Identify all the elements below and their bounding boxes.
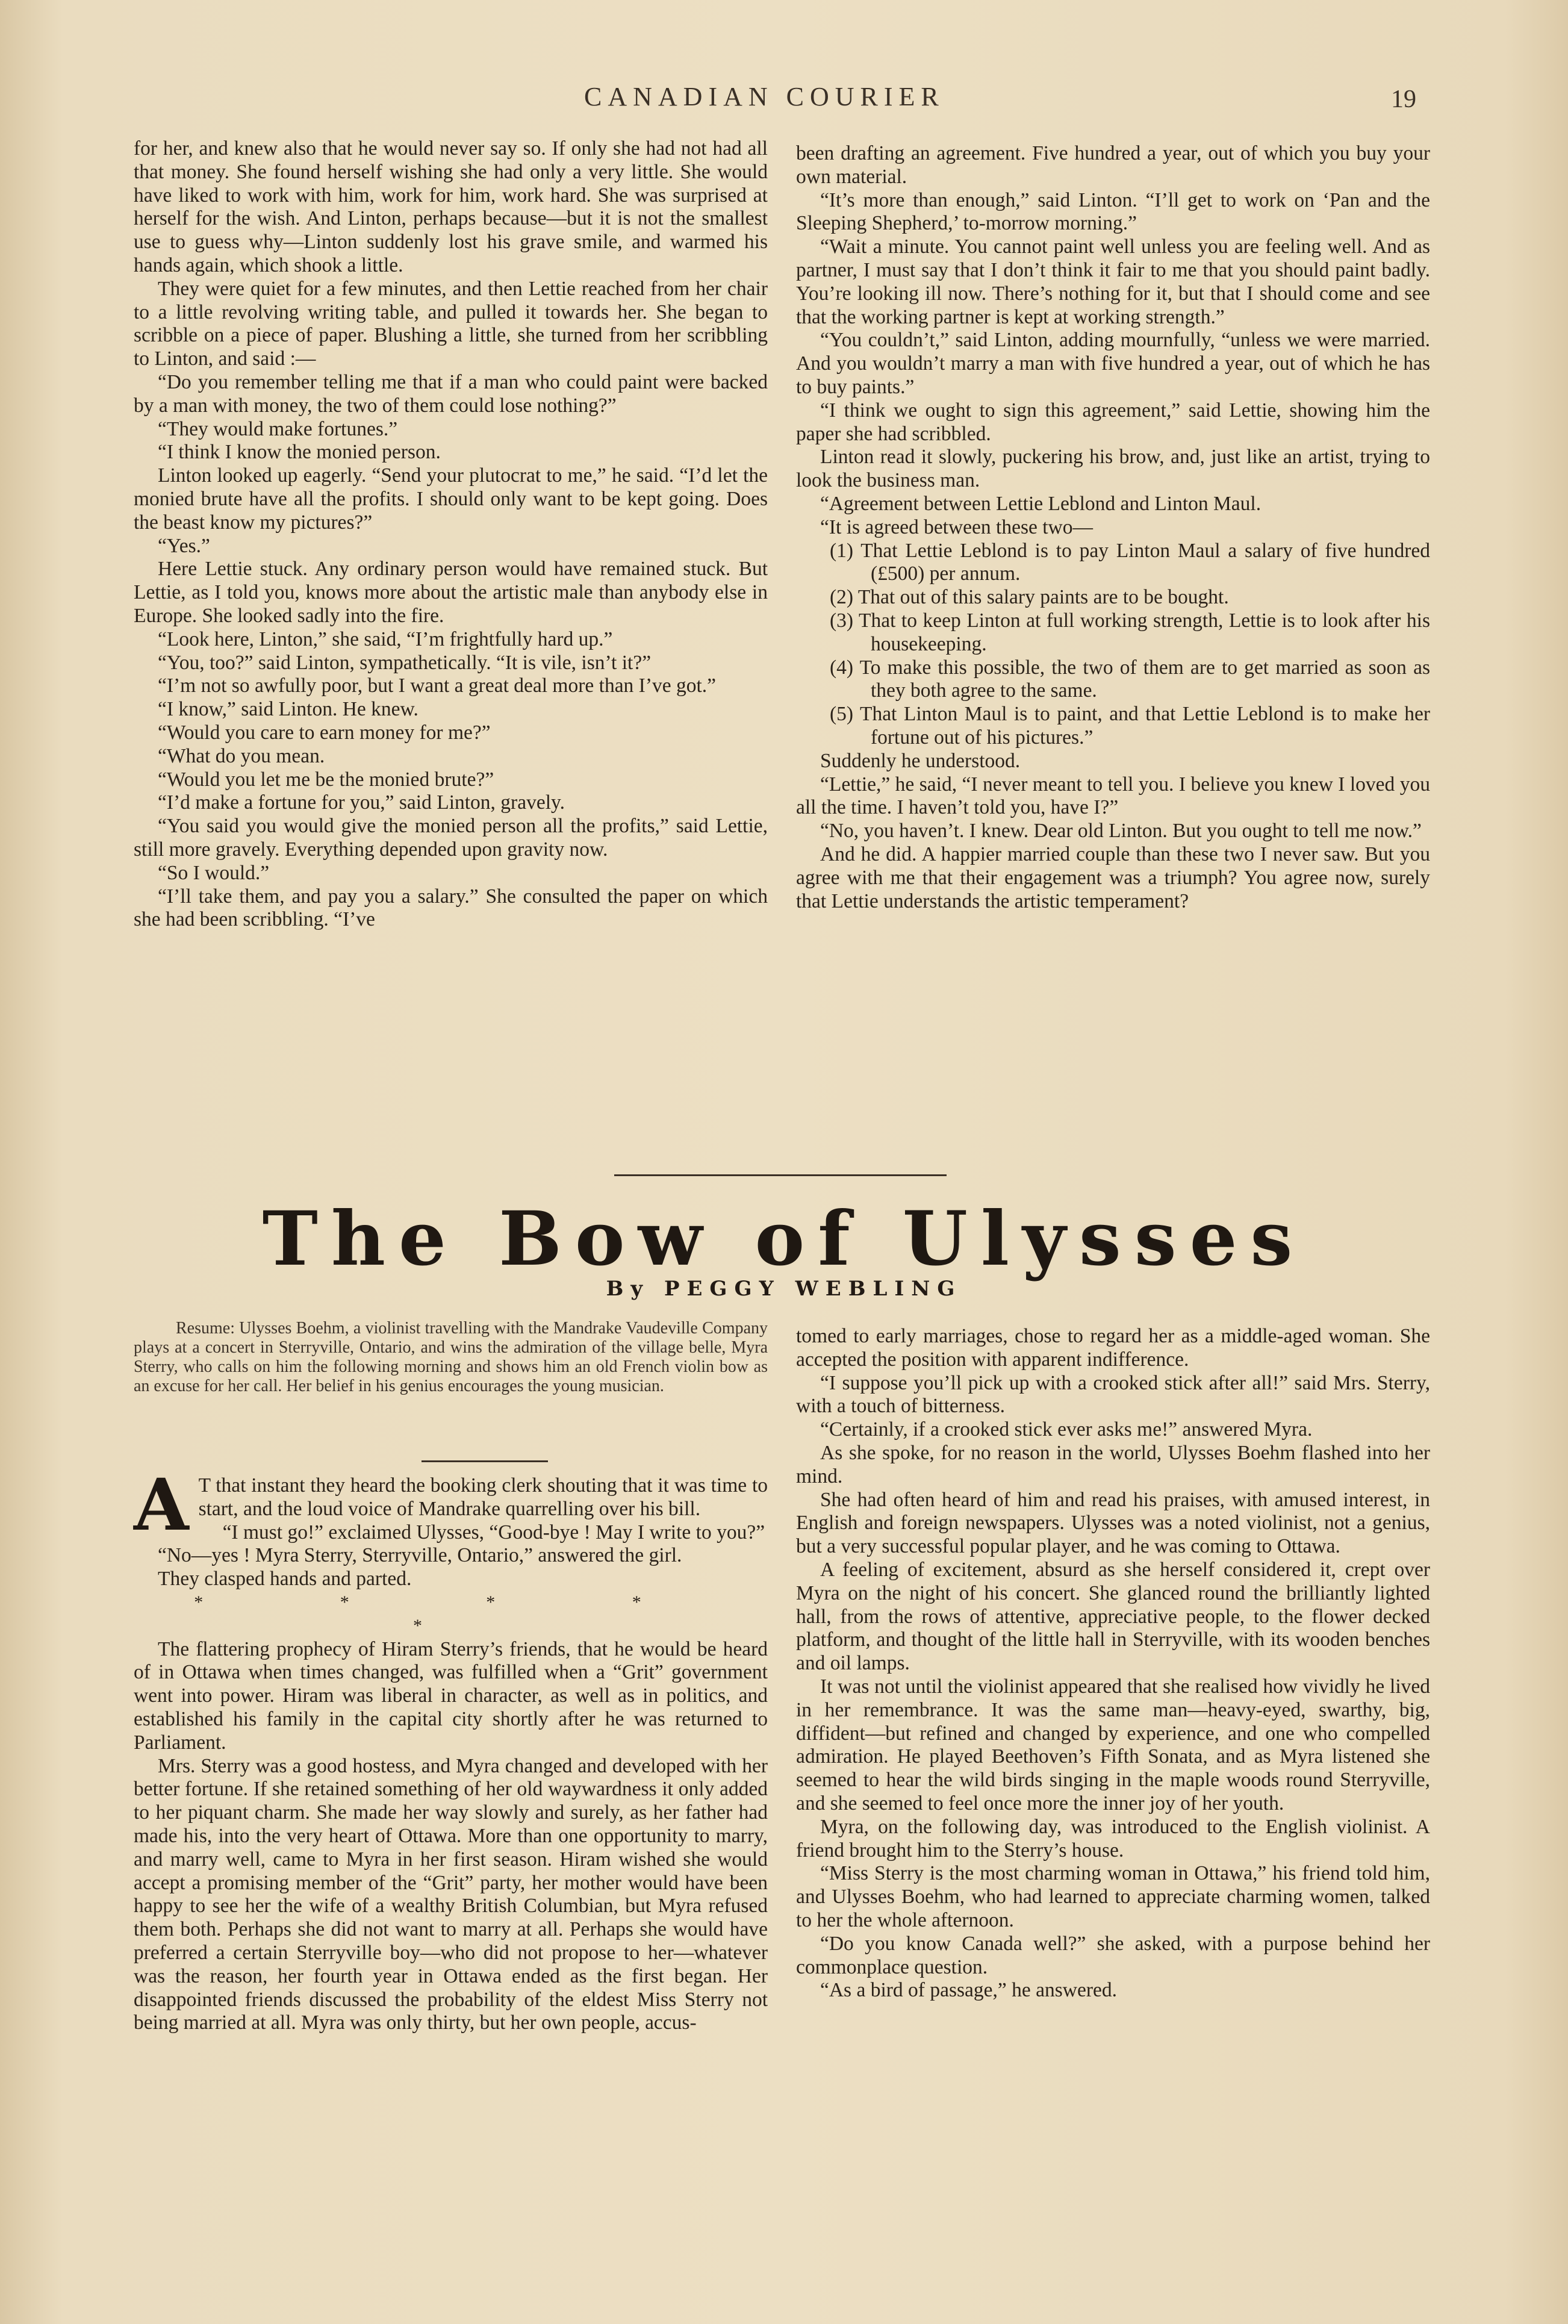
paragraph: Linton read it slowly, puckering his brow, and, just like an artist, trying to look the business man. (796, 446, 1430, 492)
bottom-left-column (134, 1463, 768, 2035)
paragraph: “You said you would give the monied person all the profits,” said Lettie, still more gravely. Everything depended upon gravity now. (134, 815, 768, 861)
section-divider (614, 1174, 947, 1176)
agreement-clause: (2) That out of this salary paints are to be bought. (830, 586, 1229, 609)
story-resume (134, 1319, 768, 1396)
paragraph: “I’m not so awfully poor, but I want a great deal more than I’ve got.” (158, 674, 717, 697)
story-byline: By PEGGY WEBLING (606, 1277, 962, 1301)
page-number: 19 (1391, 86, 1416, 113)
paragraph: She had often heard of him and read his praises, with amused interest, in English and foreign newspapers. Ulysses was a noted violinist, not a genius, but a very successful popular player, and he was coming to Ottawa. (796, 1488, 1430, 1558)
paragraph: “Would you care to earn money for me?” (158, 721, 491, 744)
paragraph: “No—yes ! Myra Sterry, Sterryville, Ontario,” answered the girl. (158, 1544, 682, 1567)
paragraph: They were quiet for a few minutes, and then Lettie reached from her chair to a little revolving writing table, and pulled it towards her. She began to scribble on a piece of paper. Blushing a little, she turned from her scribbling to Linton, and said :— (134, 277, 768, 370)
paragraph: “I’ll take them, and pay you a salary.” She consulted the paper on which she had been scribbling. “I’ve (134, 885, 768, 931)
paragraph: tomed to early marriages, chose to regard her as a middle-aged woman. She accepted the position with apparent indifference. (796, 1325, 1430, 1371)
paragraph: “Look here, Linton,” she said, “I’m frightfully hard up.” (158, 628, 613, 650)
paragraph: for her, and knew also that he would never say so. If only she had not had all that money. She found herself wishing she had only a very little. She would have liked to work with him, work for him, work hard. She was surprised at herself for the wish. And Linton, perhaps because—but it is not the smallest use to guess why—Linton suddenly lost his grave smile, and warmed his hands again, which shook a little. (134, 137, 768, 276)
paragraph: And he did. A happier married couple than these two I never saw. But you agree with me that their engagement was a triumph? You agree now, surely that Lettie understands the artistic temperament? (796, 843, 1430, 912)
paragraph: As she spoke, for no reason in the world, Ulysses Boehm flashed into her mind. (796, 1441, 1430, 1488)
paragraph: A feeling of excitement, absurd as she herself considered it, crept over Myra on the night of his concert. She glanced round the brilliantly lighted hall, from the rows of attentive, appreciative people, to the flower decked platform, and thought of the little hall in Sterryville, with its wooden benches and oil lamps. (796, 1558, 1430, 1675)
paragraph: “It is agreed between these two— (820, 516, 1094, 538)
paragraph: Myra, on the following day, was introduced to the English violinist. A friend brought him to the Sterry’s house. (796, 1815, 1430, 1861)
agreement-clause: (3) That to keep Linton at full working strength, Lettie is to look after his housekeeping. (830, 609, 1430, 655)
paragraph: “I’d make a fortune for you,” said Linton, gravely. (158, 791, 565, 814)
top-left-column (134, 137, 768, 932)
paragraph: The flattering prophecy of Hiram Sterry’s friends, that he would be heard of in Ottawa when times changed, was fulfilled when a “Grit” government went into power. Hiram was liberal in character, as well as in politics, and established his family in the capital city shortly after he was returned to Parliament. (134, 1637, 768, 1754)
paragraph: Linton looked up eagerly. “Send your plutocrat to me,” he said. “I’d let the monied brute have all the profits. I should only want to be kept going. Does the beast know my pictures?” (134, 464, 768, 534)
paragraph: “I think we ought to sign this agreement,” said Lettie, showing him the paper she had scribbled. (796, 399, 1430, 445)
paragraph: “Lettie,” he said, “I never meant to tell you. I believe you knew I loved you all the time. I haven’t told you, have I?” (796, 773, 1430, 819)
opening-text: T that instant they heard the booking clerk shouting that it was time to start, and the loud voice of Mandrake quarrelling over his bill. (198, 1474, 768, 1520)
paragraph: “No, you haven’t. I knew. Dear old Linton. But you ought to tell me now.” (820, 820, 1422, 843)
section-break-stars: * * * * * (194, 1592, 708, 1636)
paragraph: “You couldn’t,” said Linton, adding mournfully, “unless we were married. And you wouldn’t marry a man with five hundred a year, out of which he has to buy paints.” (796, 329, 1430, 398)
paragraph: “Yes.” (158, 534, 210, 557)
paragraph: “Agreement between Lettie Leblond and Linton Maul. (820, 492, 1262, 515)
paragraph: “Miss Sterry is the most charming woman in Ottawa,” his friend told him, and Ulysses Boehm, who had learned to appreciate charming women, talked to her the whole afternoon. (796, 1862, 1430, 1931)
resume-text: Resume: Ulysses Boehm, a violinist travelling with the Mandrake Vaudeville Company plays at a concert in Sterryville, Ontario, and wins the admiration of the village belle, Myra Sterry, who calls on him the following morning and shows him an old French violin bow as an excuse for her call. Her belief in his genius encourages the young musician. (134, 1319, 768, 1395)
paragraph: “Wait a minute. You cannot paint well unless you are feeling well. And as partner, I must say that I don’t think it fair to me that you should paint badly. You’re looking ill now. There’s nothing for it, but that I should come and see that the working partner is kept at working strength.” (796, 235, 1430, 328)
paragraph: Mrs. Sterry was a good hostess, and Myra changed and developed with her better fortune. If she retained something of her old waywardness it only added to her piquant charm. She made her way slowly and surely, as her father had made his, into the very heart of Ottawa. More than one opportunity to marry, and marry well, came to Myra in her first season. Hiram wished she would accept a promising member of the “Grit” party, her mother would have been happy to see her the wife of a wealthy British Columbian, but Myra refused them both. Perhaps she did not want to marry at all. Perhaps she would have preferred a certain Sterryville boy—who did not propose to her—whatever was the reason, her fourth year in Ottawa ended as the first began. Her disappointed friends discussed the probability of the eldest Miss Sterry not being married at all. Myra was only thirty, but her own people, accus- (134, 1754, 768, 2034)
paragraph: “I think I know the monied person. (158, 441, 441, 464)
paragraph: “So I would.” (158, 861, 270, 884)
paragraph: They clasped hands and parted. (158, 1568, 412, 1590)
running-head: CANADIAN COURIER (584, 82, 945, 111)
agreement-clause: (4) To make this possible, the two of them are to get married as soon as they both agree to the same. (830, 656, 1430, 702)
paragraph: “As a bird of passage,” he answered. (820, 1979, 1117, 2002)
resume-divider (422, 1460, 548, 1462)
paragraph: “They would make fortunes.” (158, 417, 398, 440)
agreement-clause: (1) That Lettie Leblond is to pay Linton Maul a salary of five hundred (£500) per annum. (830, 539, 1430, 585)
paragraph: “You, too?” said Linton, sympathetically. “It is vile, isn’t it?” (158, 651, 652, 674)
agreement-clause: (5) That Linton Maul is to paint, and that Lettie Leblond is to make her fortune out of his pictures.” (830, 703, 1430, 749)
top-right-column (796, 142, 1430, 913)
paragraph: “I suppose you’ll pick up with a crooked stick after all!” said Mrs. Sterry, with a touch of bitterness. (796, 1371, 1430, 1418)
page-header (0, 81, 1568, 117)
paragraph: “I know,” said Linton. He knew. (158, 698, 418, 721)
drop-cap: A (134, 1463, 189, 1547)
paragraph: “What do you mean. (158, 744, 325, 767)
paragraph: It was not until the violinist appeared that she realised how vividly he lived in her remembrance. It was the same man—heavy-eyed, swarthy, big, diffident—but refined and changed by experience, and one who compelled admiration. He played Beethoven’s Fifth Sonata, and as Myra listened she seemed to hear the wild birds singing in the maple woods round Sterryville, and she seemed to feel once more the inner joy of her youth. (796, 1675, 1430, 1815)
story-title: The Bow of Ulysses (262, 1195, 1306, 1283)
paragraph: Here Lettie stuck. Any ordinary person would have remained stuck. But Lettie, as I told you, knows more about the artistic male than anybody else in Europe. She looked sadly into the fire. (134, 558, 768, 627)
paragraph: “It’s more than enough,” said Linton. “I’ll get to work on ‘Pan and the Sleeping Shepherd,’ to-morrow morning.” (796, 188, 1430, 235)
paragraph: “Do you know Canada well?” she asked, with a purpose behind her commonplace question. (796, 1932, 1430, 1978)
paragraph: “Certainly, if a crooked stick ever asks me!” answered Myra. (820, 1418, 1313, 1441)
paragraph: “Would you let me be the monied brute?” (158, 768, 494, 791)
paragraph: “I must go!” exclaimed Ulysses, “Good-bye ! May I write to you?” (222, 1521, 765, 1544)
paragraph: “Do you remember telling me that if a man who could paint were backed by a man with money, the two of them could lose nothing?” (134, 370, 768, 417)
paragraph: Suddenly he understood. (820, 749, 1021, 772)
paragraph: been drafting an agreement. Five hundred a year, out of which you buy your own material. (796, 142, 1430, 188)
bottom-right-column (796, 1325, 1430, 2002)
